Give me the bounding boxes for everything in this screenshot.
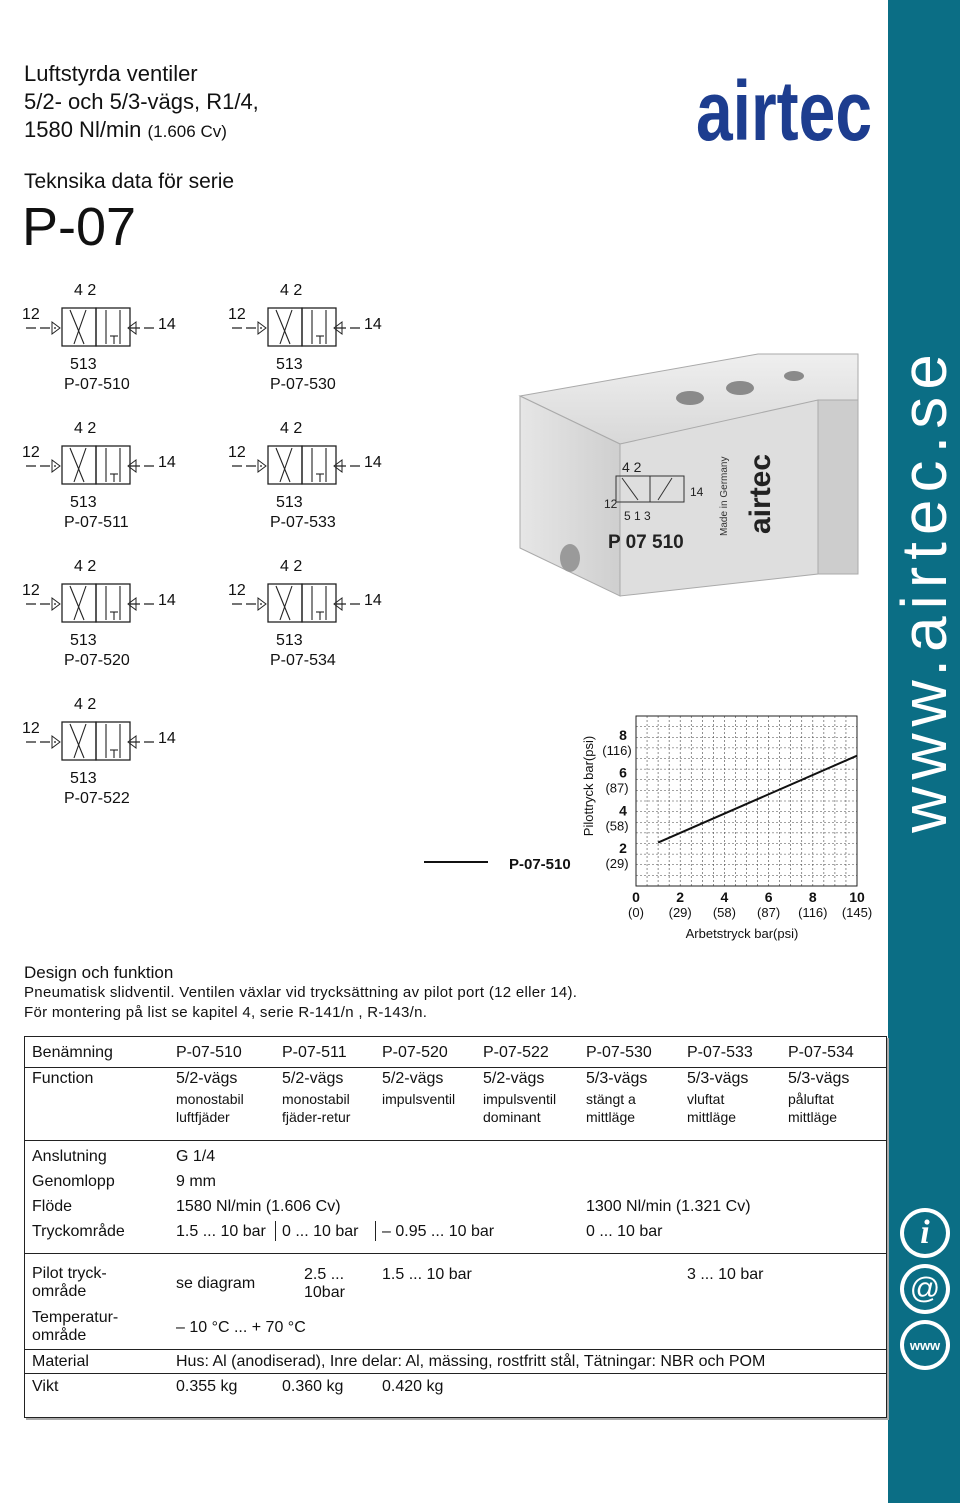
x-tick-label: 10	[849, 889, 865, 905]
symbol-port: 4 2	[74, 282, 97, 299]
x-tick-label: 8	[808, 889, 817, 905]
y-tick-label: 2	[619, 840, 627, 857]
symbol-port: 12	[22, 582, 40, 599]
y-tick-psi: (58)	[605, 818, 629, 834]
pressure-value-1: 1.5 ... 10 bar	[176, 1223, 266, 1240]
function-line-2: fjäder-retur	[282, 1109, 351, 1125]
function-line-2: dominant	[483, 1109, 541, 1125]
series-title: P-07	[22, 197, 137, 257]
function-main: 5/3-vägs	[687, 1070, 749, 1087]
bore-value: 9 mm	[176, 1173, 216, 1190]
function-main: 5/3-vägs	[788, 1070, 850, 1087]
function-main: 5/2-vägs	[176, 1070, 238, 1087]
symbol-port: 12	[22, 444, 40, 461]
pilot-value-2b: 10bar	[304, 1284, 345, 1301]
symbol-label: P-07-534	[270, 652, 336, 669]
x-tick-psi: (0)	[628, 905, 644, 920]
y-tick-label: 4	[619, 802, 627, 819]
www-icon[interactable]: www	[900, 1320, 950, 1370]
temperature-value: – 10 °C ... + 70 °C	[176, 1319, 306, 1336]
info-icon[interactable]: i	[900, 1208, 950, 1258]
symbol-port: 513	[70, 632, 97, 649]
symbol-port: 4 2	[280, 282, 303, 299]
symbol-label: P-07-510	[64, 376, 130, 393]
flow-value-1: 1580 Nl/min (1.606 Cv)	[176, 1198, 341, 1215]
symbol-port: 513	[276, 494, 303, 511]
y-tick-psi: (116)	[602, 742, 632, 758]
symbol-port: 12	[228, 306, 246, 323]
function-line-1: stängt a	[586, 1091, 636, 1107]
flow-value-2: 1300 Nl/min (1.321 Cv)	[586, 1198, 751, 1215]
x-tick-psi: (29)	[668, 905, 692, 920]
title-cv: (1.606 Cv)	[147, 122, 227, 141]
weight-value-2: 0.360 kg	[282, 1378, 344, 1395]
symbol-port: 14	[158, 316, 176, 333]
label-flow: Flöde	[32, 1198, 73, 1215]
label-name: Benämning	[32, 1044, 113, 1061]
label-pressure: Tryckområde	[32, 1223, 125, 1240]
function-line-1: monostabil	[176, 1091, 244, 1107]
function-main: 5/2-vägs	[282, 1070, 344, 1087]
symbol-port: 4 2	[74, 696, 97, 713]
design-line-2: För montering på list se kapitel 4, serie R-141/n , R-143/n.	[24, 1004, 428, 1021]
x-tick-label: 4	[720, 889, 729, 905]
weight-value-1: 0.355 kg	[176, 1378, 238, 1395]
function-line-2: mittläge	[687, 1109, 737, 1125]
symbol-port: 14	[364, 316, 382, 333]
spec-table	[24, 1036, 887, 1418]
function-line-1: monostabil	[282, 1091, 350, 1107]
model-header: P-07-510	[176, 1044, 242, 1061]
photo-brand: airtec	[744, 453, 777, 534]
subtitle: Teknsika data för serie	[24, 170, 235, 193]
symbol-port: 12	[22, 720, 40, 737]
y-tick-psi: (29)	[605, 856, 629, 872]
label-pilot-2: område	[32, 1283, 87, 1300]
model-header: P-07-534	[788, 1044, 854, 1061]
x-tick-label: 6	[764, 889, 773, 905]
pilot-value-4: 3 ... 10 bar	[687, 1266, 764, 1283]
material-value: Hus: Al (anodiserad), Inre delar: Al, mässing, rostfritt stål, Tätningar: NBR och POM	[176, 1353, 766, 1370]
model-header: P-07-520	[382, 1044, 448, 1061]
y-tick-label: 6	[619, 764, 627, 781]
pressure-value-4: 0 ... 10 bar	[586, 1223, 663, 1240]
function-line-2: mittläge	[788, 1109, 838, 1125]
x-tick-psi: (87)	[757, 905, 781, 920]
logo-text: airtec	[696, 64, 872, 158]
symbol-port: 513	[70, 770, 97, 787]
pilot-value-1: se diagram	[176, 1275, 256, 1292]
title-line-1: Luftstyrda ventiler	[24, 61, 198, 86]
pilot-value-3: 1.5 ... 10 bar	[382, 1266, 472, 1283]
symbol-port: 513	[276, 356, 303, 373]
design-title: Design och funktion	[24, 963, 174, 982]
model-header: P-07-530	[586, 1044, 652, 1061]
function-line-2: luftfjäder	[176, 1109, 230, 1125]
title-flow: 1580 Nl/min	[24, 117, 142, 142]
symbol-port: 14	[364, 592, 382, 609]
symbol-port: 4 2	[280, 558, 303, 575]
photo-port-left: 12	[604, 497, 618, 511]
function-main: 5/2-vägs	[483, 1070, 545, 1087]
model-header: P-07-511	[282, 1044, 347, 1061]
label-pilot-1: Pilot tryck-	[32, 1265, 107, 1282]
symbol-port: 4 2	[74, 558, 97, 575]
photo-model: P 07 510	[608, 532, 684, 553]
pressure-value-2: 0 ... 10 bar	[282, 1223, 359, 1240]
symbol-port: 14	[158, 592, 176, 609]
label-function: Function	[32, 1070, 94, 1087]
function-line-1: påluftat	[788, 1091, 834, 1107]
symbol-port: 513	[276, 632, 303, 649]
x-tick-psi: (58)	[712, 905, 736, 920]
function-main: 5/3-vägs	[586, 1070, 648, 1087]
function-line-1: impulsventil	[483, 1091, 557, 1107]
x-tick-psi: (116)	[798, 905, 828, 920]
photo-port-right: 14	[690, 485, 704, 499]
weight-value-3: 0.420 kg	[382, 1378, 444, 1395]
symbol-port: 12	[228, 582, 246, 599]
symbol-label: P-07-511	[64, 514, 129, 531]
label-temp-2: område	[32, 1327, 87, 1344]
symbol-label: P-07-520	[64, 652, 130, 669]
x-axis-label: Arbetstryck bar(psi)	[685, 926, 799, 941]
symbol-port: 4 2	[280, 420, 303, 437]
symbol-label: P-07-533	[270, 514, 336, 531]
x-tick-psi: (145)	[841, 905, 873, 920]
symbol-label: P-07-530	[270, 376, 336, 393]
x-tick-label: 2	[676, 889, 685, 905]
x-tick-label: 0	[632, 889, 640, 905]
y-axis-label: Pilottryck bar(psi)	[581, 735, 596, 837]
title-line-2: 5/2- och 5/3-vägs, R1/4,	[24, 89, 259, 114]
legend-label: P-07-510	[509, 856, 571, 873]
symbol-label: P-07-522	[64, 790, 130, 807]
label-connection: Anslutning	[32, 1148, 107, 1165]
model-header: P-07-522	[483, 1044, 549, 1061]
y-tick-label: 8	[619, 726, 627, 743]
symbol-port: 14	[158, 730, 176, 747]
symbol-port: 12	[22, 306, 40, 323]
symbol-port: 14	[364, 454, 382, 471]
symbol-port: 513	[70, 494, 97, 511]
label-bore: Genomlopp	[32, 1173, 115, 1190]
photo-ports-bottom: 5 1 3	[624, 509, 651, 523]
label-weight: Vikt	[32, 1378, 59, 1395]
symbol-port: 12	[228, 444, 246, 461]
y-tick-psi: (87)	[605, 780, 629, 796]
model-header: P-07-533	[687, 1044, 753, 1061]
symbol-port: 4 2	[74, 420, 97, 437]
label-temp-1: Temperatur-	[32, 1309, 119, 1326]
function-line-1: vluftat	[687, 1091, 725, 1107]
website-url[interactable]: www.airtec.se	[888, 347, 960, 833]
function-line-1: impulsventil	[382, 1091, 456, 1107]
function-main: 5/2-vägs	[382, 1070, 444, 1087]
symbol-port: 14	[158, 454, 176, 471]
pilot-value-2a: 2.5 ...	[304, 1266, 345, 1283]
connection-value: G 1/4	[176, 1148, 216, 1165]
symbol-port: 513	[70, 356, 97, 373]
design-line-1: Pneumatisk slidventil. Ventilen växlar vid trycksättning av pilot port (12 eller 14).	[24, 984, 578, 1001]
photo-made-in: Made in Germany	[719, 456, 730, 536]
photo-ports-top: 4 2	[622, 459, 642, 475]
function-line-2: mittläge	[586, 1109, 636, 1125]
pressure-value-3: – 0.95 ... 10 bar	[382, 1223, 495, 1240]
at-icon[interactable]: @	[900, 1264, 950, 1314]
label-material: Material	[32, 1353, 89, 1370]
